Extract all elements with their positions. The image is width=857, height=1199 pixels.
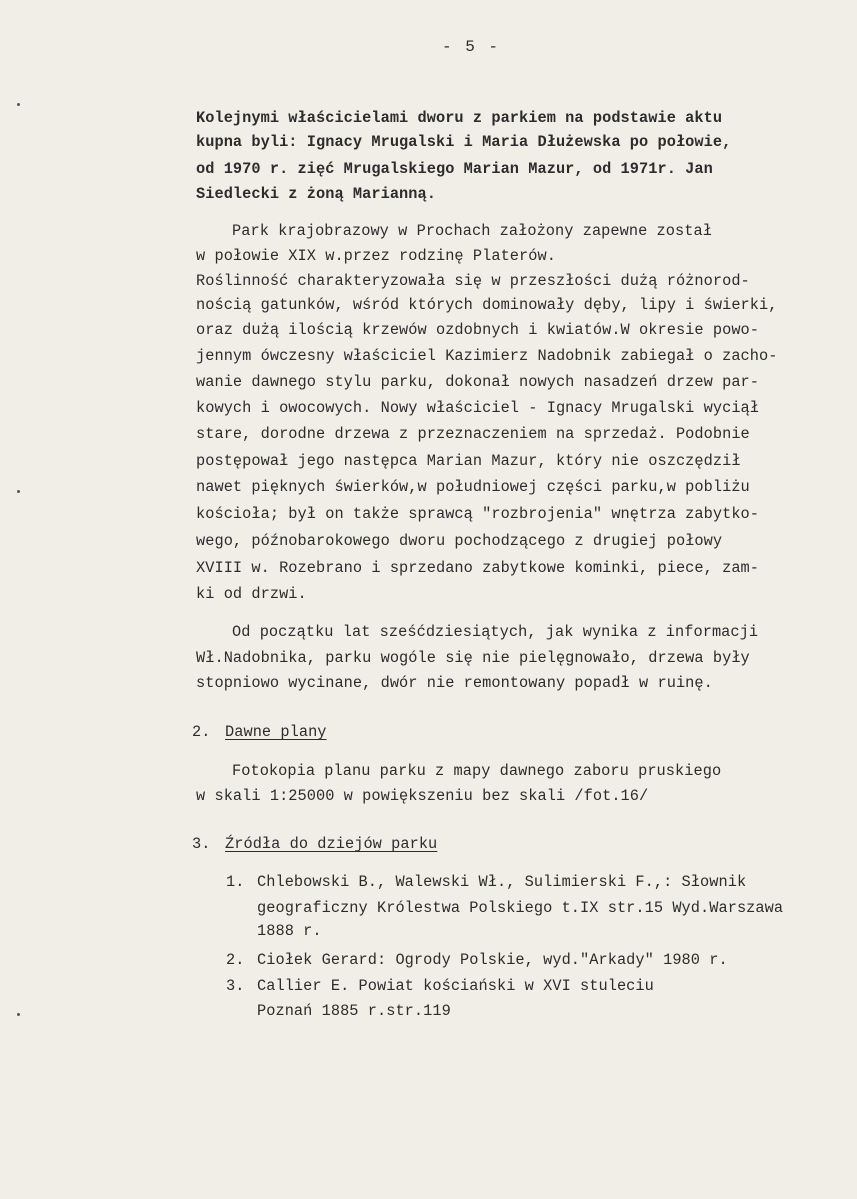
section-title: Źródła do dziejów parku xyxy=(225,835,438,853)
margin-mark xyxy=(17,490,20,493)
text-line: nością gatunków, wśród których dominowały dęby, lipy i świerki, xyxy=(196,296,778,314)
text-line: kościoła; był on także sprawcą "rozbrojenia" wnętrza zabytko- xyxy=(196,505,760,523)
reference-number: 2. xyxy=(226,951,245,969)
margin-mark xyxy=(17,1013,20,1016)
text-line: Od początku lat sześćdziesiątych, jak wynika z informacji xyxy=(232,623,759,641)
text-line: kupna byli: Ignacy Mrugalski i Maria Dłużewska po połowie, xyxy=(196,133,732,151)
text-line: kowych i owocowych. Nowy właściciel - Ignacy Mrugalski wyciął xyxy=(196,399,760,417)
text-line: wanie dawnego stylu parku, dokonał nowych nasadzeń drzew par- xyxy=(196,373,760,391)
text-line: w połowie XIX w.przez rodzinę Platerów. xyxy=(196,247,556,265)
text-line: jennym ówczesny właściciel Kazimierz Nadobnik zabiegał o zacho- xyxy=(196,347,778,365)
text-line: Chlebowski B., Walewski Wł., Sulimierski F.,: Słownik xyxy=(257,873,747,891)
text-line: wego, późnobarokowego dworu pochodzącego z drugiej połowy xyxy=(196,532,723,550)
text-line: stare, dorodne drzewa z przeznaczeniem na sprzedaż. Podobnie xyxy=(196,425,750,443)
reference-number: 3. xyxy=(226,977,245,995)
text-line: Park krajobrazowy w Prochach założony zapewne został xyxy=(232,222,712,240)
text-line: Poznań 1885 r.str.119 xyxy=(257,1002,451,1020)
text-line: 1888 r. xyxy=(257,922,322,940)
text-line: Fotokopia planu parku z mapy dawnego zaboru pruskiego xyxy=(232,762,722,780)
text-line: Ciołek Gerard: Ogrody Polskie, wyd."Arkady" 1980 r. xyxy=(257,951,728,969)
text-line: XVIII w. Rozebrano i sprzedano zabytkowe kominki, piece, zam- xyxy=(196,559,760,577)
text-line: Callier E. Powiat kościański w XVI stuleciu xyxy=(257,977,654,995)
section-title: Dawne plany xyxy=(225,723,327,741)
text-line: oraz dużą ilością krzewów ozdobnych i kwiatów.W okresie powo- xyxy=(196,321,760,339)
text-line: stopniowo wycinane, dwór nie remontowany popadł w ruinę. xyxy=(196,674,713,692)
text-line: w skali 1:25000 w powiększeniu bez skali /fot.16/ xyxy=(196,787,649,805)
text-line: od 1970 r. zięć Mrugalskiego Marian Mazur, od 1971r. Jan xyxy=(196,160,713,178)
section-number: 3. xyxy=(192,835,211,853)
page-number: - 5 - xyxy=(441,38,500,56)
text-line: ki od drzwi. xyxy=(196,585,307,603)
text-line: nawet pięknych świerków,w południowej części parku,w pobliżu xyxy=(196,478,750,496)
text-line: Wł.Nadobnika, parku wogóle się nie pielęgnowało, drzewa były xyxy=(196,649,750,667)
section-number: 2. xyxy=(192,723,211,741)
text-line: geograficzny Królestwa Polskiego t.IX str.15 Wyd.Warszawa xyxy=(257,899,784,917)
text-line: Roślinność charakteryzowała się w przeszłości dużą różnorod- xyxy=(196,272,750,290)
reference-number: 1. xyxy=(226,873,245,891)
text-line: postępował jego następca Marian Mazur, który nie oszczędził xyxy=(196,452,741,470)
text-line: Kolejnymi właścicielami dworu z parkiem na podstawie aktu xyxy=(196,109,723,127)
text-line: Siedlecki z żoną Marianną. xyxy=(196,185,436,203)
margin-mark xyxy=(17,103,20,106)
